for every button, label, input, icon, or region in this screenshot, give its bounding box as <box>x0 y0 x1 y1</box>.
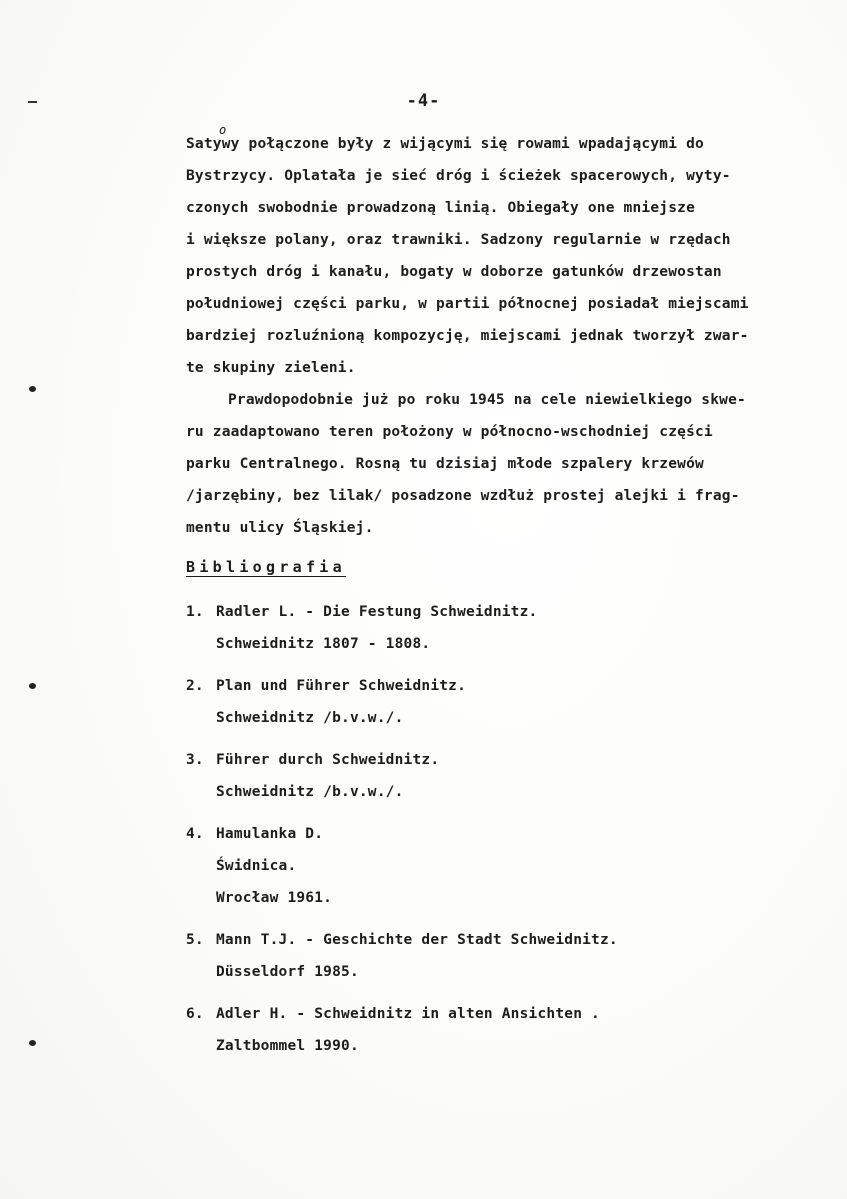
bibliography-line <box>186 744 826 776</box>
punch-hole-mark <box>29 1040 36 1046</box>
bibliography-line: Schweidnitz /b.v.w./. <box>216 784 404 800</box>
text-line: i większe polany, oraz trawniki. Sadzony regularnie w rzędach <box>186 232 731 248</box>
bibliography-entry <box>186 670 826 734</box>
text-line <box>186 123 826 160</box>
text-line: prostych dróg i kanału, bogaty w doborze gatunków drzewostan <box>186 264 722 280</box>
bibliography-line: Düsseldorf 1985. <box>216 964 359 980</box>
text-line: /jarzębiny, bez lilak/ posadzone wzdłuż prostej alejki i frag- <box>186 488 740 504</box>
entry-text: Mann T.J. - Geschichte der Stadt Schweidnitz. <box>216 932 618 948</box>
text-line: ru zaadaptowano teren położony w północno-wschodniej części <box>186 424 713 440</box>
entry-number: 3. <box>186 752 204 768</box>
text-line: parku Centralnego. Rosną tu dzisiaj młode szpalery krzewów <box>186 456 704 472</box>
bibliography-entry <box>186 596 826 660</box>
text-line: Bystrzycy. Oplatała je sieć dróg i ścieżek spacerowych, wyty- <box>186 168 731 184</box>
bibliography-list <box>186 596 826 1072</box>
bibliography-line <box>186 596 826 628</box>
text-line: bardziej rozluźnioną kompozycję, miejscami jednak tworzył zwar- <box>186 328 749 344</box>
bibliography-line <box>186 924 826 956</box>
bibliography-line: Świdnica. <box>216 858 297 874</box>
entry-number: 2. <box>186 678 204 694</box>
entry-text: Plan und Führer Schweidnitz. <box>216 678 467 694</box>
bibliography-line: Zaltbommel 1990. <box>216 1038 359 1054</box>
bibliography-entry <box>186 924 826 988</box>
bibliography-line <box>186 998 826 1030</box>
bibliography-line <box>186 670 826 702</box>
entry-text: Hamulanka D. <box>216 826 324 842</box>
punch-hole-mark <box>29 683 36 689</box>
handwritten-correction: o <box>219 123 227 137</box>
page-number: -4- <box>406 91 441 111</box>
bibliography-entry <box>186 744 826 808</box>
punch-hole-mark <box>29 386 36 392</box>
bibliography-line: Schweidnitz /b.v.w./. <box>216 710 404 726</box>
text-line: południowej części parku, w partii północnej posiadał miejscami <box>186 296 749 312</box>
bibliography-entry <box>186 818 826 914</box>
bibliography-entry <box>186 998 826 1062</box>
entry-text: Adler H. - Schweidnitz in alten Ansichten . <box>216 1006 600 1022</box>
text-line-content: Satywy połączone były z wijącymi się rowami wpadającymi do <box>186 136 704 152</box>
entry-number: 1. <box>186 604 204 620</box>
text-line: czonych swobodnie prowadzoną linią. Obiegały one mniejsze <box>186 200 695 216</box>
bibliography-line: Wrocław 1961. <box>216 890 333 906</box>
text-line: te skupiny zieleni. <box>186 360 356 376</box>
entry-number: 5. <box>186 932 204 948</box>
text-line: Prawdopodobnie już po roku 1945 na cele niewielkiego skwe- <box>228 392 746 408</box>
bibliography-line <box>186 818 826 850</box>
entry-number: 6. <box>186 1006 204 1022</box>
bibliography-line: Schweidnitz 1807 - 1808. <box>216 636 431 652</box>
bibliography-heading: Bibliografia <box>186 558 346 576</box>
body-text <box>186 123 826 544</box>
entry-text: Radler L. - Die Festung Schweidnitz. <box>216 604 538 620</box>
entry-number: 4. <box>186 826 204 842</box>
text-line: mentu ulicy Śląskiej. <box>186 520 374 536</box>
entry-text: Führer durch Schweidnitz. <box>216 752 440 768</box>
